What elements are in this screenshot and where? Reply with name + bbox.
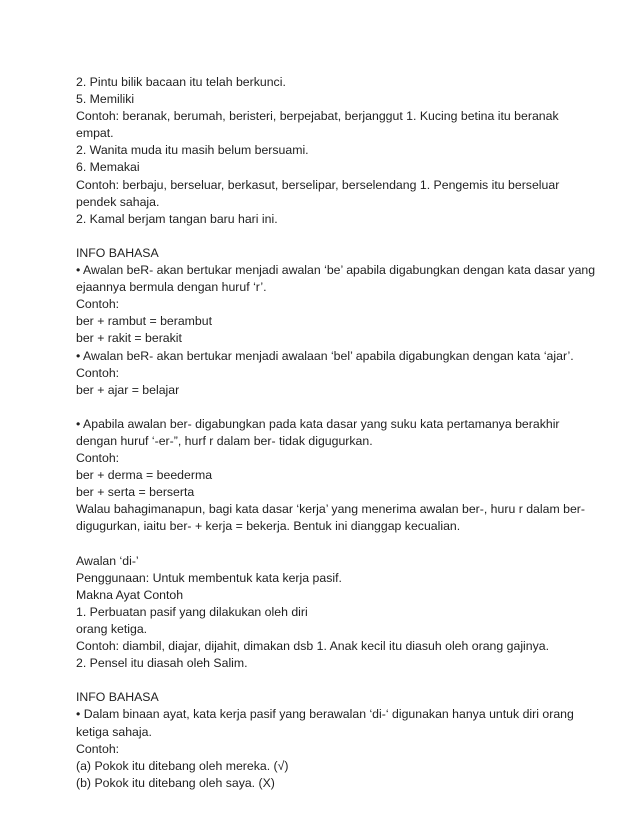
blank-line bbox=[76, 536, 576, 553]
text-line: ejaannya bermula dengan huruf ‘r’. bbox=[76, 280, 267, 295]
text-line: Contoh: bbox=[76, 741, 120, 756]
text-line: 2. Pintu bilik bacaan itu telah berkunci. bbox=[76, 75, 286, 89]
text-line: ber + serta = berserta bbox=[76, 485, 195, 500]
text-line: Contoh: beranak, berumah, beristeri, berpejabat, berjanggut 1. Kucing betina itu beranak bbox=[76, 109, 559, 124]
text-line: (a) Pokok itu ditebang oleh mereka. (√) bbox=[76, 758, 289, 773]
text-line: (b) Pokok itu ditebang oleh saya. (X) bbox=[76, 775, 275, 790]
text-line: Contoh: bbox=[76, 451, 120, 466]
text-line: Contoh: bbox=[76, 297, 120, 312]
text-line: Contoh: berbaju, berseluar, berkasut, berselipar, berselendang 1. Pengemis itu berseluar bbox=[76, 177, 560, 192]
text-line: pendek sahaja. bbox=[76, 194, 160, 209]
section-heading: INFO BAHASA bbox=[76, 245, 159, 260]
text-line: ber + rakit = berakit bbox=[76, 331, 182, 346]
text-line: empat. bbox=[76, 126, 114, 141]
blank-line bbox=[76, 399, 576, 416]
text-line: Makna Ayat Contoh bbox=[76, 587, 184, 602]
text-line: dengan huruf ‘-er-”, hurf r dalam ber- tidak digugurkan. bbox=[76, 433, 373, 448]
text-line: Penggunaan: Untuk membentuk kata kerja pasif. bbox=[76, 570, 342, 585]
text-line: • Apabila awalan ber- digabungkan pada kata dasar yang suku kata pertamanya berakhir bbox=[76, 416, 560, 431]
blank-line bbox=[76, 672, 576, 689]
text-line: ber + ajar = belajar bbox=[76, 382, 180, 397]
text-line: 6. Memakai bbox=[76, 160, 140, 175]
blank-line bbox=[76, 228, 576, 245]
text-line: • Awalan beR- akan bertukar menjadi awalaan ‘bel’ apabila digabungkan dengan kata ‘ajar’. bbox=[76, 348, 574, 363]
text-line: orang ketiga. bbox=[76, 622, 148, 636]
text-line: ber + rambut = berambut bbox=[76, 314, 213, 329]
text-line: ketiga sahaja. bbox=[76, 724, 152, 739]
text-line: 5. Memiliki bbox=[76, 92, 135, 107]
section-heading: INFO BAHASA bbox=[76, 690, 159, 705]
text-line: • Dalam binaan ayat, kata kerja pasif yang berawalan ‘di-‘ digunakan hanya untuk diri orang bbox=[76, 707, 574, 722]
document-body bbox=[76, 74, 596, 792]
text-line: 1. Perbuatan pasif yang dilakukan oleh diri bbox=[76, 604, 308, 619]
text-line: Walau bahagimanapun, bagi kata dasar ‘kerja’ yang menerima awalan ber-, huru r dalam ber- bbox=[76, 502, 585, 517]
section-heading: Awalan ‘di-’ bbox=[76, 553, 139, 568]
text-line: • Awalan beR- akan bertukar menjadi awalan ‘be’ apabila digabungkan dengan kata dasar yang bbox=[76, 263, 596, 278]
text-line: ber + derma = beederma bbox=[76, 468, 213, 483]
text-line: 2. Pensel itu diasah oleh Salim. bbox=[76, 656, 248, 671]
text-line: Contoh: bbox=[76, 365, 120, 380]
text-line: 2. Kamal berjam tangan baru hari ini. bbox=[76, 211, 278, 226]
text-line: digugurkan, iaitu ber- + kerja = bekerja. Bentuk ini dianggap kecualian. bbox=[76, 519, 461, 534]
text-line: 2. Wanita muda itu masih belum bersuami. bbox=[76, 143, 309, 158]
text-line: Contoh: diambil, diajar, dijahit, dimakan dsb 1. Anak kecil itu diasuh oleh orang gajinya. bbox=[76, 639, 550, 654]
